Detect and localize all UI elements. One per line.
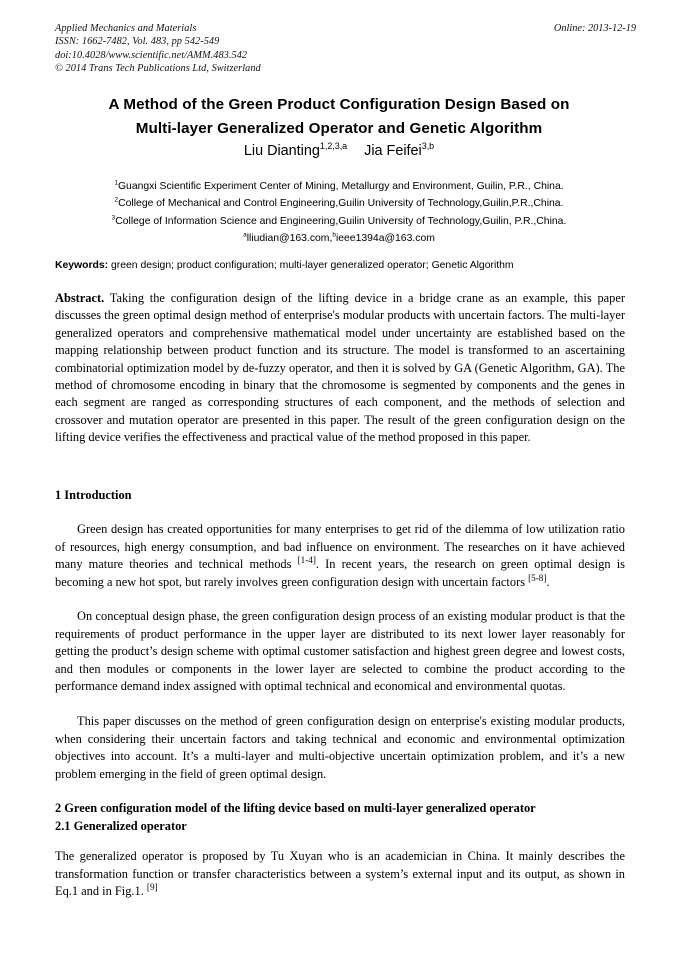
affiliation-2 (42, 195, 636, 212)
author-2-affiliation-marker: 3,b (421, 141, 435, 152)
affiliation-1-marker: 1 (114, 179, 118, 187)
intro-paragraph-2: On conceptual design phase, the green configuration design process of an existing modular product is that the requirements of product performance in the upper layer are distributed to its next lower layer reasonably for getting the product’s design scheme with optimal customer satisfaction and highest green degree and lowest costs, and then modules or components in the lower layer are selected to combine the product according to the performance demand index assigned with optimal technical and economical and environmental quotas. (55, 609, 625, 694)
email-2-marker: b (332, 231, 336, 239)
author-1-affiliation-marker: 1,2,3,a (319, 141, 348, 152)
affiliation-1 (42, 178, 636, 195)
journal-name: Applied Mechanics and Materials (55, 23, 197, 34)
sec21-p1-text: The generalized operator is proposed by Tu Xuyan who is an academician in China. It mainly describes the transformation function or transfer characteristics between a system’s external input and its output, as shown in Eq.1 and in Fig.1. (55, 849, 625, 899)
abstract-block (55, 290, 625, 447)
journal-header (55, 22, 636, 80)
affiliation-2-text: College of Mechanical and Control Engineering,Guilin University of Technology,Guilin,P.R.,China. (118, 198, 564, 210)
keywords-text: green design; product configuration; multi-layer generalized operator; Genetic Algorithm (108, 260, 514, 271)
author-1-name: Liu Dianting (243, 143, 320, 159)
affiliation-3-marker: 3 (111, 214, 116, 222)
affiliation-3 (42, 213, 636, 230)
title-line-2: Multi-layer Generalized Operator and Genetic Algorithm (135, 120, 543, 138)
abstract-label: Abstract. (55, 291, 105, 305)
affiliation-2-marker: 2 (114, 196, 119, 204)
keywords-label: Keywords: (55, 260, 109, 271)
intro-p1-part-a: Green design has created opportunities for many enterprises to get rid of the dilemma of low utilization ratio of resources, high energy consumption, and bad influence on environment. The researches on it have achieved many mature theories and technical methods (55, 522, 625, 572)
intro-paragraph-1 (55, 521, 625, 591)
section-heading-1: 1 Introduction (55, 488, 132, 502)
author-1 (244, 143, 347, 159)
author-2 (364, 143, 434, 159)
affiliation-block (42, 178, 636, 248)
email-line (42, 230, 636, 247)
journal-copyright: © 2014 Trans Tech Publications Ltd, Switzerland (55, 63, 261, 75)
affiliation-3-text: College of Information Science and Engineering,Guilin University of Technology,Guilin, P.R.,China. (115, 215, 567, 227)
reference-marker-5-8[interactable]: [5-8] (528, 572, 547, 583)
section-heading-2-1: 2.1 Generalized operator (55, 819, 187, 833)
author-list (60, 140, 618, 162)
intro-p1-part-c: . (546, 574, 550, 589)
title-line-1: A Method of the Green Product Configuration Design Based on (108, 96, 570, 114)
reference-marker-1-4[interactable]: [1-4] (297, 555, 316, 566)
email-2-address[interactable]: ieee1394a@163.com (335, 233, 435, 245)
intro-p1-part-b: . In recent years, the research on green optimal design is becoming a new hot spot, but rarely involves green configuration design with uncertain factors (55, 557, 625, 589)
reference-marker-9[interactable]: [9] (146, 882, 158, 893)
intro-paragraph-3: This paper discusses on the method of green configuration design on enterprise's existing modular products, when considering their uncertain factors and taking technical and economic and environmental optimization objectives into account. It’s a multi-layer and multi-objective uncertain optimization problem, and it’s a new problem emerging in the field of green optimal design. (55, 714, 625, 781)
email-1-address[interactable]: lliudian@163.com, (246, 233, 333, 245)
email-1-marker: a (243, 231, 247, 239)
journal-meta-block (55, 22, 636, 76)
online-date: Online: 2013-12-19 (553, 23, 636, 34)
affiliation-1-text: Guangxi Scientific Experiment Center of Mining, Metallurgy and Environment, Guilin, P.R., China. (117, 181, 564, 192)
section-2-1-paragraph (55, 848, 625, 900)
section-heading-2: 2 Green configuration model of the lifting device based on multi-layer generalized operator (55, 801, 536, 815)
keywords-line (55, 258, 623, 273)
author-2-name: Jia Feifei (364, 143, 422, 159)
page-title (60, 93, 618, 141)
journal-doi: doi:10.4028/www.scientific.net/AMM.483.542 (55, 49, 248, 61)
journal-issn: ISSN: 1662-7482, Vol. 483, pp 542-549 (55, 36, 220, 48)
abstract-text: Taking the configuration design of the lifting device in a bridge crane as an example, this paper discusses the green optimal design method of enterprise's modular products with uncertain factors. The multi-layer generalized operators and comprehensive mathematical model under uncertainty are established based on the mapping relationship between product function and its structure. The model is transformed to an ascertaining combinatorial optimization model by de-fuzzy operator, and then it is solved by GA (Genetic Algorithm, GA). The method of chromosome encoding in binary that the chromosome is segmented by components and the genes in each segment are ranged as corresponding structures of each component, and the methods of selection and crossover and mutation operator are presented in this paper. The result of the green configuration design on the lifting device verifies the effectiveness and practical value of the method proposed in this paper. (55, 291, 625, 445)
